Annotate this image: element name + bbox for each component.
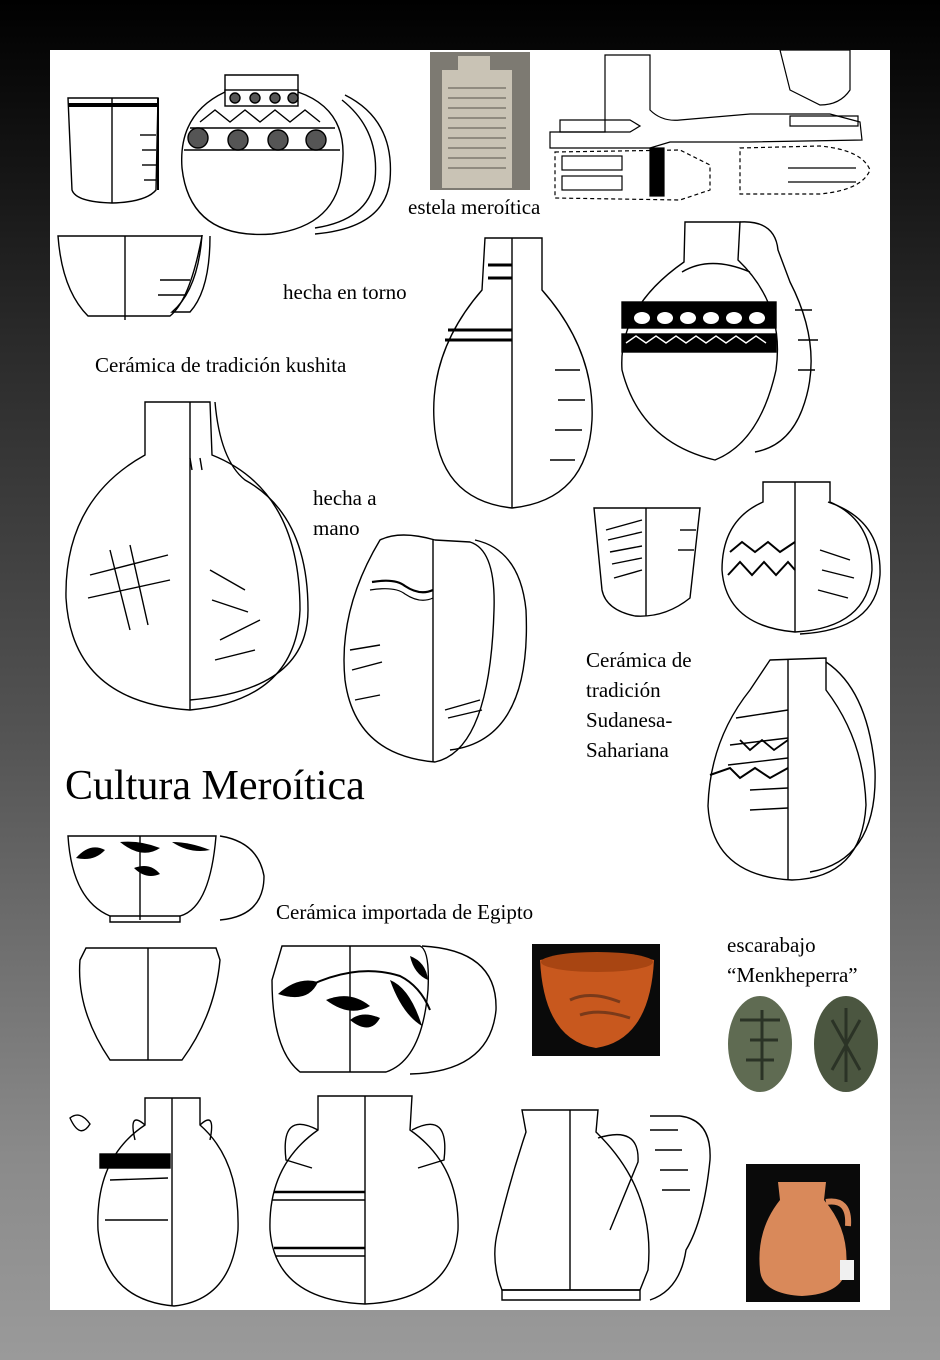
scarab-caption-line1: escarabajo bbox=[727, 933, 816, 957]
kushite-globular-jar bbox=[182, 75, 391, 234]
pottery-drawings bbox=[50, 50, 890, 1310]
sudanese-caption-line2: tradición bbox=[586, 678, 661, 702]
beaker-drawing bbox=[68, 98, 158, 203]
imported-egypt-caption: Cerámica importada de Egipto bbox=[276, 900, 534, 924]
sudanese-caption-line1: Cerámica de bbox=[586, 648, 692, 672]
sudanese-bottle bbox=[708, 658, 875, 880]
wheel-made-bottle bbox=[434, 238, 592, 508]
catalog-sheet bbox=[50, 50, 890, 1310]
sudanese-globular-jar bbox=[722, 482, 880, 634]
wheel-made-caption: hecha en torno bbox=[283, 280, 407, 304]
cup-photo bbox=[532, 944, 660, 1056]
imported-handled-jar bbox=[270, 1096, 458, 1304]
sudanese-caption-line4: Sahariana bbox=[586, 738, 669, 762]
sudanese-cup bbox=[594, 508, 700, 616]
kushite-flask bbox=[66, 402, 308, 710]
jug-photo bbox=[746, 1164, 860, 1302]
imported-decorated-bowl bbox=[272, 946, 496, 1074]
scarab-caption-line2: “Menkheperra” bbox=[727, 963, 858, 987]
imported-bowl-small bbox=[68, 836, 264, 922]
imported-jug bbox=[495, 1110, 710, 1300]
imported-amphora bbox=[70, 1098, 238, 1306]
sudanese-caption-line3: Sudanesa- bbox=[586, 708, 673, 732]
scarab-photo bbox=[722, 996, 882, 1108]
imported-carinated-bowl bbox=[80, 948, 220, 1060]
hand-made-caption-line1: hecha a bbox=[313, 486, 377, 510]
stela-caption: estela meroítica bbox=[408, 195, 541, 219]
tomb-plan-drawing bbox=[550, 50, 870, 200]
kushite-bowl bbox=[58, 235, 210, 320]
hand-made-caption-line2: mano bbox=[313, 516, 360, 540]
stela-photo bbox=[430, 52, 530, 190]
page-title: Cultura Meroítica bbox=[65, 763, 365, 809]
decorated-amphora bbox=[622, 222, 818, 460]
hand-made-jar bbox=[344, 535, 526, 762]
kushite-tradition-caption: Cerámica de tradición kushita bbox=[95, 353, 347, 377]
